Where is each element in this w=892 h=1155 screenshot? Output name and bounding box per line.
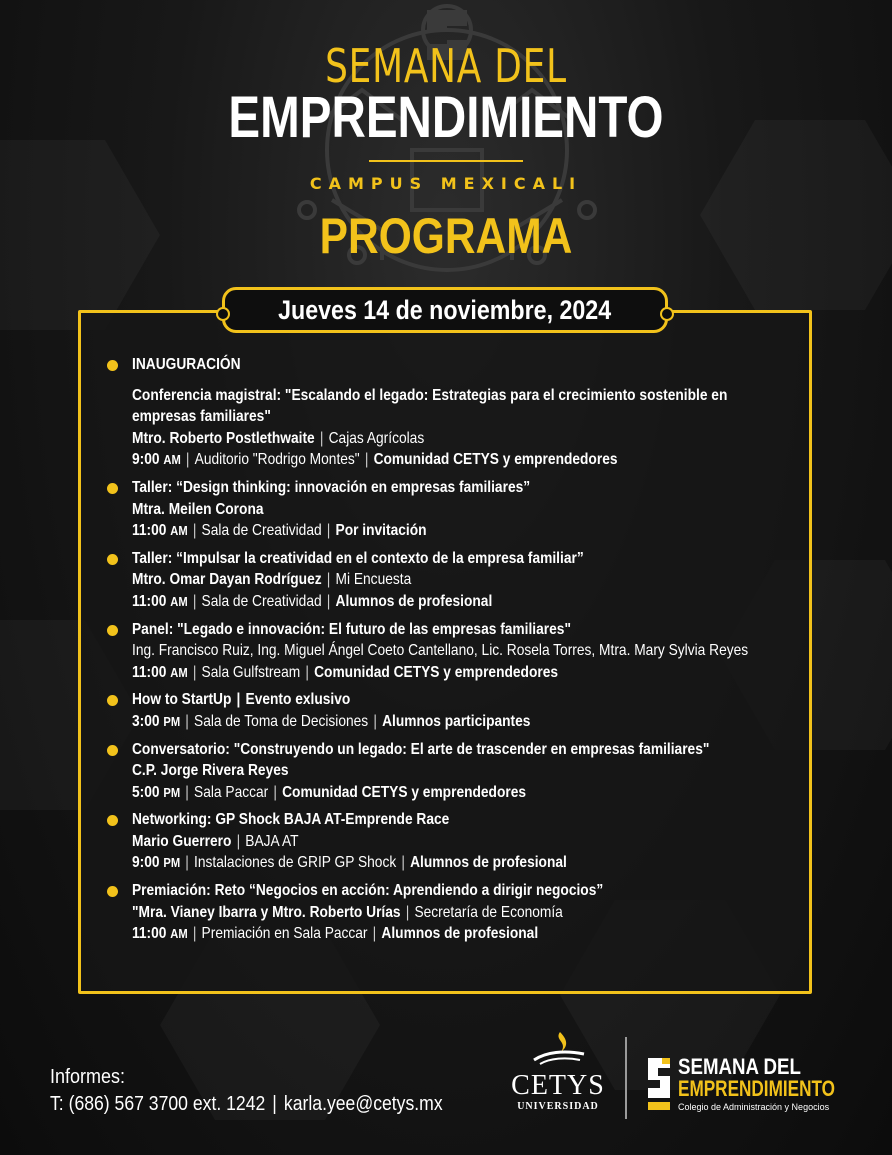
event-audience: Comunidad CETYS y emprendedores <box>314 663 559 681</box>
event-item: Taller: “Impulsar la creatividad en el contexto de la empresa familiar” Mtro. Omar Dayan Rodríguez | Mi Encuesta 11:00 AM | Sala de Creatividad | Alumnos de profesional <box>107 548 807 613</box>
banner-knob-right <box>660 307 674 321</box>
event-title: How to StartUp <box>132 691 232 709</box>
event-speakers: Ing. Francisco Ruiz, Ing. Miguel Ángel Coeto Cantellano, Lic. Rosela Torres, Mtra. Mary Sylvia Reyes <box>132 642 749 660</box>
semana-mark-icon <box>646 1056 672 1112</box>
bullet-dot <box>107 554 118 565</box>
event-ampm: PM <box>163 784 181 800</box>
contact-phone[interactable]: T: (686) 567 3700 ext. 1242 <box>50 1093 266 1115</box>
event-audience: Comunidad CETYS y emprendedores <box>373 451 618 469</box>
bullet-dot <box>107 360 118 371</box>
event-item: Networking: GP Shock BAJA AT-Emprende Race Mario Guerrero | BAJA AT 9:00 PM | Instalaciones de GRIP GP Shock | Alumnos de profesional <box>107 809 807 874</box>
bullet-dot <box>107 815 118 826</box>
event-title: Taller: “Impulsar la creatividad en el contexto de la empresa familiar” <box>132 549 584 567</box>
event-org: BAJA AT <box>245 832 299 850</box>
event-audience: Por invitación <box>335 522 427 540</box>
date-banner <box>222 287 668 333</box>
event-title: Networking: GP Shock BAJA AT-Emprende Race <box>132 811 450 829</box>
event-venue: Sala de Toma de Decisiones <box>194 712 369 730</box>
event-speaker: "Mra. Vianey Ibarra y Mtro. Roberto Urías <box>132 903 401 921</box>
event-speaker: Mtro. Roberto Postlethwaite <box>132 429 315 447</box>
flame-icon <box>528 1030 588 1066</box>
event-ampm: AM <box>170 523 188 539</box>
event-list <box>107 354 807 945</box>
event-title: Conversatorio: "Construyendo un legado: El arte de trascender en empresas familiares" <box>132 740 710 758</box>
event-title: Taller: “Design thinking: innovación en empresas familiares” <box>132 478 531 496</box>
event-audience: Comunidad CETYS y emprendedores <box>282 783 527 801</box>
event-item: Conversatorio: "Construyendo un legado: El arte de trascender en empresas familiares" C.P. Jorge Rivera Reyes 5:00 PM | Sala Paccar | Comunidad CETYS y emprendedores <box>107 739 807 804</box>
event-time: 11:00 <box>132 592 167 610</box>
event-venue: Premiación en Sala Paccar <box>201 925 368 943</box>
event-audience: Alumnos de profesional <box>381 925 539 943</box>
event-item: INAUGURACIÓN Conferencia magistral: "Escalando el legado: Estrategias para el crecimiento sostenible en empresas familiares" Mtro. Roberto Postlethwaite | Cajas Agrícolas 9:00 AM | Auditorio "Rodrigo Montes" | Comunidad CETYS y emprendedores <box>107 354 807 471</box>
event-time: 9:00 <box>132 451 160 469</box>
event-org: Cajas Agrícolas <box>328 429 425 447</box>
bullet-dot <box>107 483 118 494</box>
event-ampm: AM <box>170 593 188 609</box>
event-speaker: C.P. Jorge Rivera Reyes <box>132 762 289 780</box>
contact-line: T: (686) 567 3700 ext. 1242 | karla.yee@cetys.mx <box>50 1093 443 1115</box>
event-org: Secretaría de Economía <box>414 903 563 921</box>
event-audience: Alumnos participantes <box>382 712 531 730</box>
event-ampm: PM <box>163 713 181 729</box>
event-venue: Auditorio "Rodrigo Montes" <box>194 451 360 469</box>
cetys-name: CETYS <box>511 1070 605 1101</box>
event-venue: Sala Paccar <box>194 783 269 801</box>
event-audience: Alumnos de profesional <box>335 592 493 610</box>
semana-logo-line3: Colegio de Administración y Negocios <box>678 1102 830 1112</box>
event-speaker: Mtro. Omar Dayan Rodríguez <box>132 571 322 589</box>
event-speaker: Mtra. Meilen Corona <box>132 500 264 518</box>
footer-divider <box>625 1037 627 1119</box>
informes-label: Informes: <box>50 1066 126 1088</box>
event-title: Premiación: Reto “Negocios en acción: Aprendiendo a dirigir negocios” <box>132 882 604 900</box>
cetys-logo <box>505 1030 611 1112</box>
event-ampm: AM <box>170 664 188 680</box>
bullet-dot <box>107 695 118 706</box>
contact-info <box>50 1066 496 1116</box>
event-time: 11:00 <box>132 925 167 943</box>
title-line-1: SEMANA DEL <box>325 39 567 93</box>
semana-logo-line2: EMPRENDIMIENTO <box>678 1076 835 1101</box>
event-audience: Alumnos de profesional <box>410 854 567 872</box>
event-speaker: Mario Guerrero <box>132 832 232 850</box>
event-title-note: Evento exlusivo <box>245 691 351 709</box>
event-time: 11:00 <box>132 663 167 681</box>
event-item: How to StartUp | Evento exlusivo 3:00 PM | Sala de Toma de Decisiones | Alumnos participantes <box>107 689 807 732</box>
bullet-dot <box>107 745 118 756</box>
header <box>0 40 892 265</box>
date-label: Jueves 14 de noviembre, 2024 <box>278 294 612 325</box>
event-ampm: PM <box>163 855 181 871</box>
event-title: INAUGURACIÓN <box>132 356 241 373</box>
event-ampm: AM <box>170 926 188 942</box>
campus-label: CAMPUS MEXICALI <box>309 174 583 193</box>
title-divider <box>369 160 523 162</box>
event-org: Mi Encuesta <box>335 571 412 589</box>
banner-knob-left <box>216 307 230 321</box>
semana-logo-line1: SEMANA DEL <box>678 1054 801 1079</box>
event-title: Panel: "Legado e innovación: El futuro de las empresas familiares" <box>132 620 571 638</box>
event-venue: Sala Gulfstream <box>201 663 301 681</box>
event-subtitle: Conferencia magistral: "Escalando el legado: Estrategias para el crecimiento sostenible en empresas familiares" <box>132 386 728 426</box>
bullet-dot <box>107 625 118 636</box>
event-venue: Instalaciones de GRIP GP Shock <box>194 854 397 872</box>
event-ampm: AM <box>163 452 181 468</box>
bullet-dot <box>107 886 118 897</box>
event-venue: Sala de Creatividad <box>201 592 322 610</box>
cetys-subtitle: UNIVERSIDAD <box>517 1101 599 1112</box>
event-venue: Sala de Creatividad <box>201 522 322 540</box>
title-line-2: EMPRENDIMIENTO <box>228 85 664 150</box>
event-item: Taller: “Design thinking: innovación en empresas familiares” Mtra. Meilen Corona 11:00 AM | Sala de Creatividad | Por invitación <box>107 477 807 542</box>
event-time: 9:00 <box>132 854 160 872</box>
contact-email[interactable]: karla.yee@cetys.mx <box>283 1093 443 1115</box>
program-heading: PROGRAMA <box>319 208 573 264</box>
event-time: 11:00 <box>132 522 167 540</box>
event-item: Premiación: Reto “Negocios en acción: Aprendiendo a dirigir negocios” "Mra. Vianey Ibarra y Mtro. Roberto Urías | Secretaría de Economía 11:00 AM | Premiación en Sala Paccar | Alumnos de profesional <box>107 880 807 945</box>
event-time: 3:00 <box>132 712 160 730</box>
event-item: Panel: "Legado e innovación: El futuro de las empresas familiares" Ing. Francisco Ruiz, Ing. Miguel Ángel Coeto Cantellano, Lic. Rosela Torres, Mtra. Mary Sylvia Reyes 11:00 AM | Sala Gulfstream | Comunidad CETYS y emprendedores <box>107 619 807 684</box>
event-time: 5:00 <box>132 783 160 801</box>
